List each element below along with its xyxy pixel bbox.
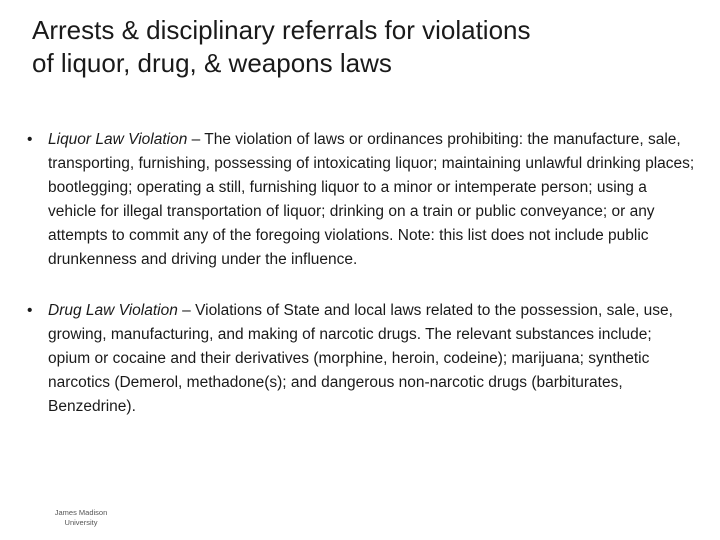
university-logo (36, 508, 126, 528)
bullet-separator: – (177, 301, 196, 319)
bullet-marker: • (27, 301, 33, 319)
bullet-marker: • (27, 131, 33, 148)
bullet-term: Liquor Law Violation (48, 131, 188, 148)
bullet-text: Violations of State and local laws related to the possession, sale, use, growing, manufacturing, and making of narcotic drugs. The relevant substances include; opium or cocaine and their derivatives (morphine, heroin, codeine); marijuana; synthetic narcotics (Demerol, methadone(s); and dangerous non-narcotic drugs (barbiturates, Benzedrine). (48, 301, 673, 415)
slide-title (32, 14, 692, 80)
bullet-item-drug-law (27, 299, 697, 419)
bullet-text: The violation of laws or ordinances prohibiting: the manufacture, sale, transporting, furnishing, possessing of intoxicating liquor; maintaining unlawful drinking places; bootlegging; operating a still, furnishing liquor to a minor or intemperate person; using a vehicle for illegal transportation of liquor; drinking on a train or public conveyance; or any attempts to commit any of the foregoing violations. Note: this list does not include public drunkenness and driving under the influence. (48, 131, 695, 269)
bullet-separator: – (187, 131, 205, 148)
bullet-term: Drug Law Violation (48, 301, 178, 319)
logo-line-2: University (64, 518, 98, 527)
slide-title-line-1: Arrests & disciplinary referrals for violations (32, 15, 531, 45)
bullet-list (27, 128, 697, 419)
logo-line-1: James Madison (54, 508, 108, 517)
bullet-item-liquor-law (27, 128, 697, 273)
slide-title-line-2: of liquor, drug, & weapons laws (32, 48, 392, 78)
